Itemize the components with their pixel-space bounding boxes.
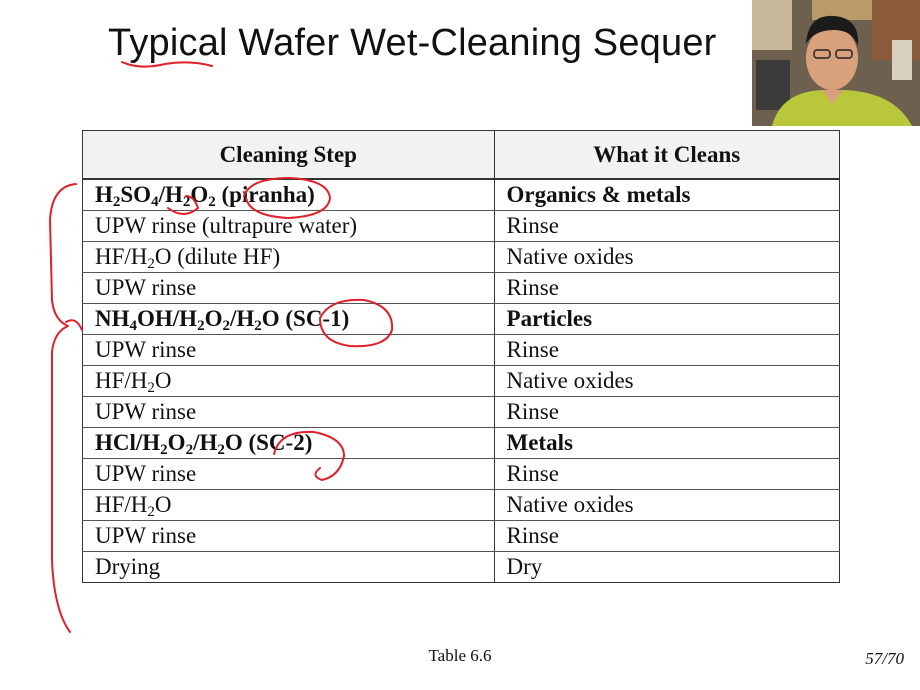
table-row [83,552,840,583]
step-text: HCl/H [95,430,161,455]
cleaning-step-cell [83,552,495,583]
table-row [83,304,840,335]
cleaning-step-cell [83,490,495,521]
what-it-cleans-cell: Particles [494,304,839,335]
subscript-text: 4 [129,318,137,334]
what-it-cleans-cell: Dry [494,552,839,583]
table-row [83,428,840,459]
subscript-text: 2 [147,380,155,396]
table-row [83,521,840,552]
step-text: UPW rinse [95,523,197,548]
step-text: O [190,182,209,207]
slide-title: Typical Wafer Wet-Cleaning Sequer [108,22,717,64]
step-text: UPW rinse [95,275,197,300]
cleaning-step-cell [83,366,495,397]
what-it-cleans-cell: Metals [494,428,839,459]
step-text: O [204,306,223,331]
subscript-text: 2 [208,194,216,210]
step-text: Drying [95,554,161,579]
step-text: O [154,492,172,517]
step-text: /H [193,430,218,455]
step-text: (piranha) [215,182,315,207]
what-it-cleans-cell: Organics & metals [494,179,839,211]
cleaning-step-cell [83,211,495,242]
step-text: O [167,430,186,455]
step-text: SO [120,182,152,207]
bracket-stroke [50,184,76,632]
step-text: H [95,182,113,207]
step-text: OH/H [137,306,198,331]
page-number: 57/70 [865,649,904,668]
cleaning-step-cell [83,179,495,211]
table-caption: Table 6.6 [428,646,492,665]
step-text: NH [95,306,130,331]
what-it-cleans-cell: Rinse [494,273,839,304]
step-text: O (SC-2) [224,430,313,455]
table-row [83,242,840,273]
what-it-cleans-cell: Native oxides [494,490,839,521]
what-it-cleans-cell: Rinse [494,211,839,242]
subscript-text: 2 [182,194,191,210]
webcam-overlay [752,0,920,126]
cleaning-table-container [82,130,840,583]
subscript-text: 2 [112,194,121,210]
subscript-text: 2 [217,442,225,458]
what-it-cleans-cell: Rinse [494,521,839,552]
table-row [83,335,840,366]
step-text: HF/H [95,244,148,269]
step-text: O [154,368,172,393]
step-text: /H [229,306,255,331]
cleaning-step-cell [83,304,495,335]
tick-mark-stroke [66,320,82,330]
subscript-text: 2 [185,442,194,458]
what-it-cleans-cell: Rinse [494,459,839,490]
table-row [83,366,840,397]
step-text: /H [158,182,183,207]
subscript-text: 2 [147,256,155,272]
cleaning-step-cell [83,428,495,459]
cleaning-step-cell [83,273,495,304]
subscript-text: 2 [254,318,262,334]
step-text: O (dilute HF) [154,244,281,269]
subscript-text: 2 [197,318,205,334]
step-text: UPW rinse [95,461,197,486]
table-header-row [83,131,840,180]
what-it-cleans-cell: Native oxides [494,242,839,273]
table-row [83,397,840,428]
table-row [83,490,840,521]
what-it-cleans-cell: Native oxides [494,366,839,397]
step-text: HF/H [95,492,148,517]
step-text: O (SC-1) [261,306,350,331]
what-it-cleans-cell: Rinse [494,335,839,366]
presenter-video-icon [752,0,920,126]
header-cleaning-step: Cleaning Step [83,131,495,180]
cleaning-step-cell [83,242,495,273]
cleaning-step-cell [83,521,495,552]
table-row [83,211,840,242]
cleaning-step-cell [83,335,495,366]
cleaning-step-cell [83,459,495,490]
what-it-cleans-cell: Rinse [494,397,839,428]
table-row [83,179,840,211]
step-text: HF/H [95,368,148,393]
cleaning-sequence-table [82,130,840,583]
step-text: UPW rinse (ultrapure water) [95,213,358,238]
step-text: UPW rinse [95,399,197,424]
subscript-text: 2 [222,318,230,334]
cleaning-step-cell [83,397,495,428]
subscript-text: 4 [151,194,159,210]
step-text: UPW rinse [95,337,197,362]
subscript-text: 2 [160,442,168,458]
header-what-it-cleans: What it Cleans [494,131,839,180]
table-row [83,273,840,304]
table-row [83,459,840,490]
subscript-text: 2 [147,504,155,520]
